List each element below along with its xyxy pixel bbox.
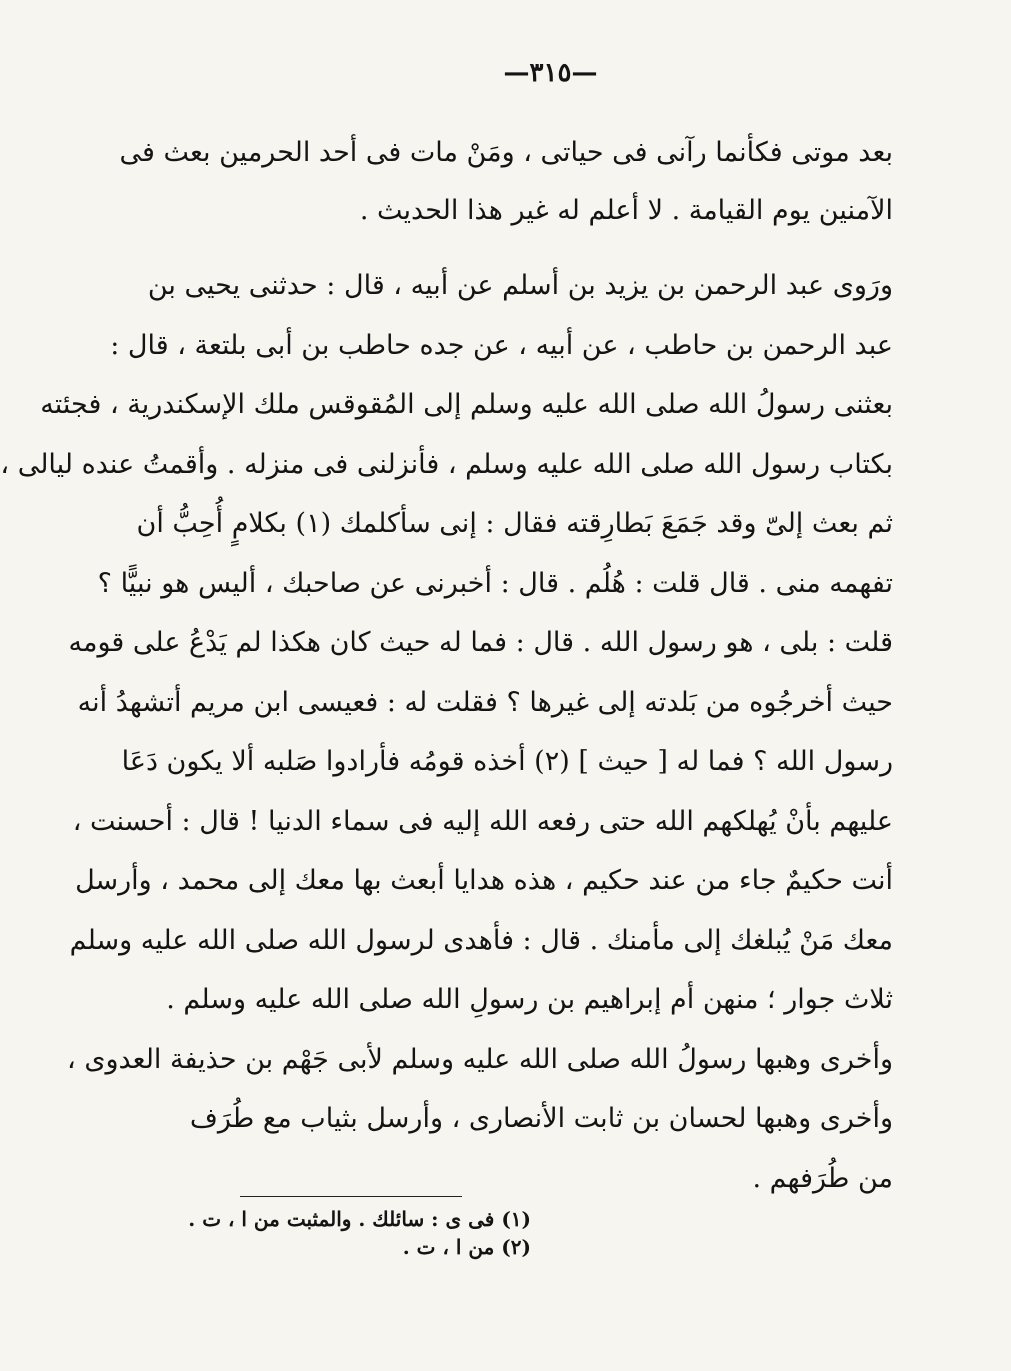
text-line: ورَوى عبد الرحمن بن يزيد بن أسلم عن أبيه ، قال : حدثنى يحيى بن bbox=[147, 270, 893, 301]
text-line: بعد موتى فكأنما رآنى فى حياتى ، ومَنْ مات فى أحد الحرمين بعث فى bbox=[119, 137, 893, 168]
page-number: —٣١٥— bbox=[503, 58, 598, 88]
paragraph-hadith bbox=[0, 256, 893, 1208]
footnote-2: (٢) من ا ، ت . bbox=[402, 1235, 531, 1259]
text-line: معك مَنْ يُبلغك إلى مأمنك . قال : فأهدى لرسول الله صلى الله عليه وسلم bbox=[69, 924, 893, 956]
text-line: بعثنى رسولُ الله صلى الله عليه وسلم إلى المُقوقس ملك الإسكندرية ، فجئته bbox=[40, 389, 893, 420]
text-line: رسول الله ؟ فما له [ حيث ] (٢) أخذه قومُه فأرادوا صَلبه ألا يكون دَعَا bbox=[121, 746, 893, 777]
text-line: عليهم بأنْ يُهلكهم الله حتى رفعه الله إليه فى سماء الدنيا ! قال : أحسنت ، bbox=[72, 805, 893, 837]
footnote-divider bbox=[240, 1196, 462, 1197]
text-line: ثم بعث إلىّ وقد جَمَعَ بَطارِقته فقال : إنى سأكلمك (١) بكلامٍ أُحِبُّ أن bbox=[136, 508, 893, 539]
text-line: وأخرى وهبها رسولُ الله صلى الله عليه وسلم لأبى جَهْم بن حذيفة العدوى ، bbox=[67, 1043, 893, 1075]
text-line: تفهمه منى . قال قلت : هُلُم . قال : أخبرنى عن صاحبك ، أليس هو نبيًّا ؟ bbox=[97, 567, 893, 599]
text-line: حيث أخرجُوه من بَلدته إلى غيرها ؟ فقلت له : فعيسى ابن مريم أتشهدُ أنه bbox=[77, 686, 893, 718]
footnotes bbox=[188, 1205, 531, 1261]
text-line: الآمنين يوم القيامة . لا أعلم له غير هذا الحديث . bbox=[359, 195, 893, 226]
text-line: وأخرى وهبها لحسان بن ثابت الأنصارى ، وأرسل بثياب مع طُرَف bbox=[189, 1103, 893, 1134]
text-line: أنت حكيمٌ جاء من عند حكيم ، هذه هدايا أبعث بها معك إلى محمد ، وأرسل bbox=[75, 865, 893, 896]
paragraph-continuation bbox=[119, 124, 893, 240]
text-line: ثلاث جوار ؛ منهن أم إبراهيم بن رسولِ الله صلى الله عليه وسلم . bbox=[166, 984, 893, 1015]
footnote-1: (١) فى ى : سائلك . والمثبت من ا ، ت . bbox=[188, 1207, 531, 1231]
text-line: قلت : بلى ، هو رسول الله . قال : فما له حيث كان هكذا لم يَدْعُ على قومه bbox=[68, 627, 893, 658]
text-line: من طُرَفهم . bbox=[752, 1162, 893, 1194]
text-line: عبد الرحمن بن حاطب ، عن أبيه ، عن جده حاطب بن أبى بلتعة ، قال : bbox=[110, 329, 893, 361]
text-line: بكتاب رسول الله صلى الله عليه وسلم ، فأنزلنى فى منزله . وأقمتُ عنده ليالى ، bbox=[0, 448, 893, 480]
